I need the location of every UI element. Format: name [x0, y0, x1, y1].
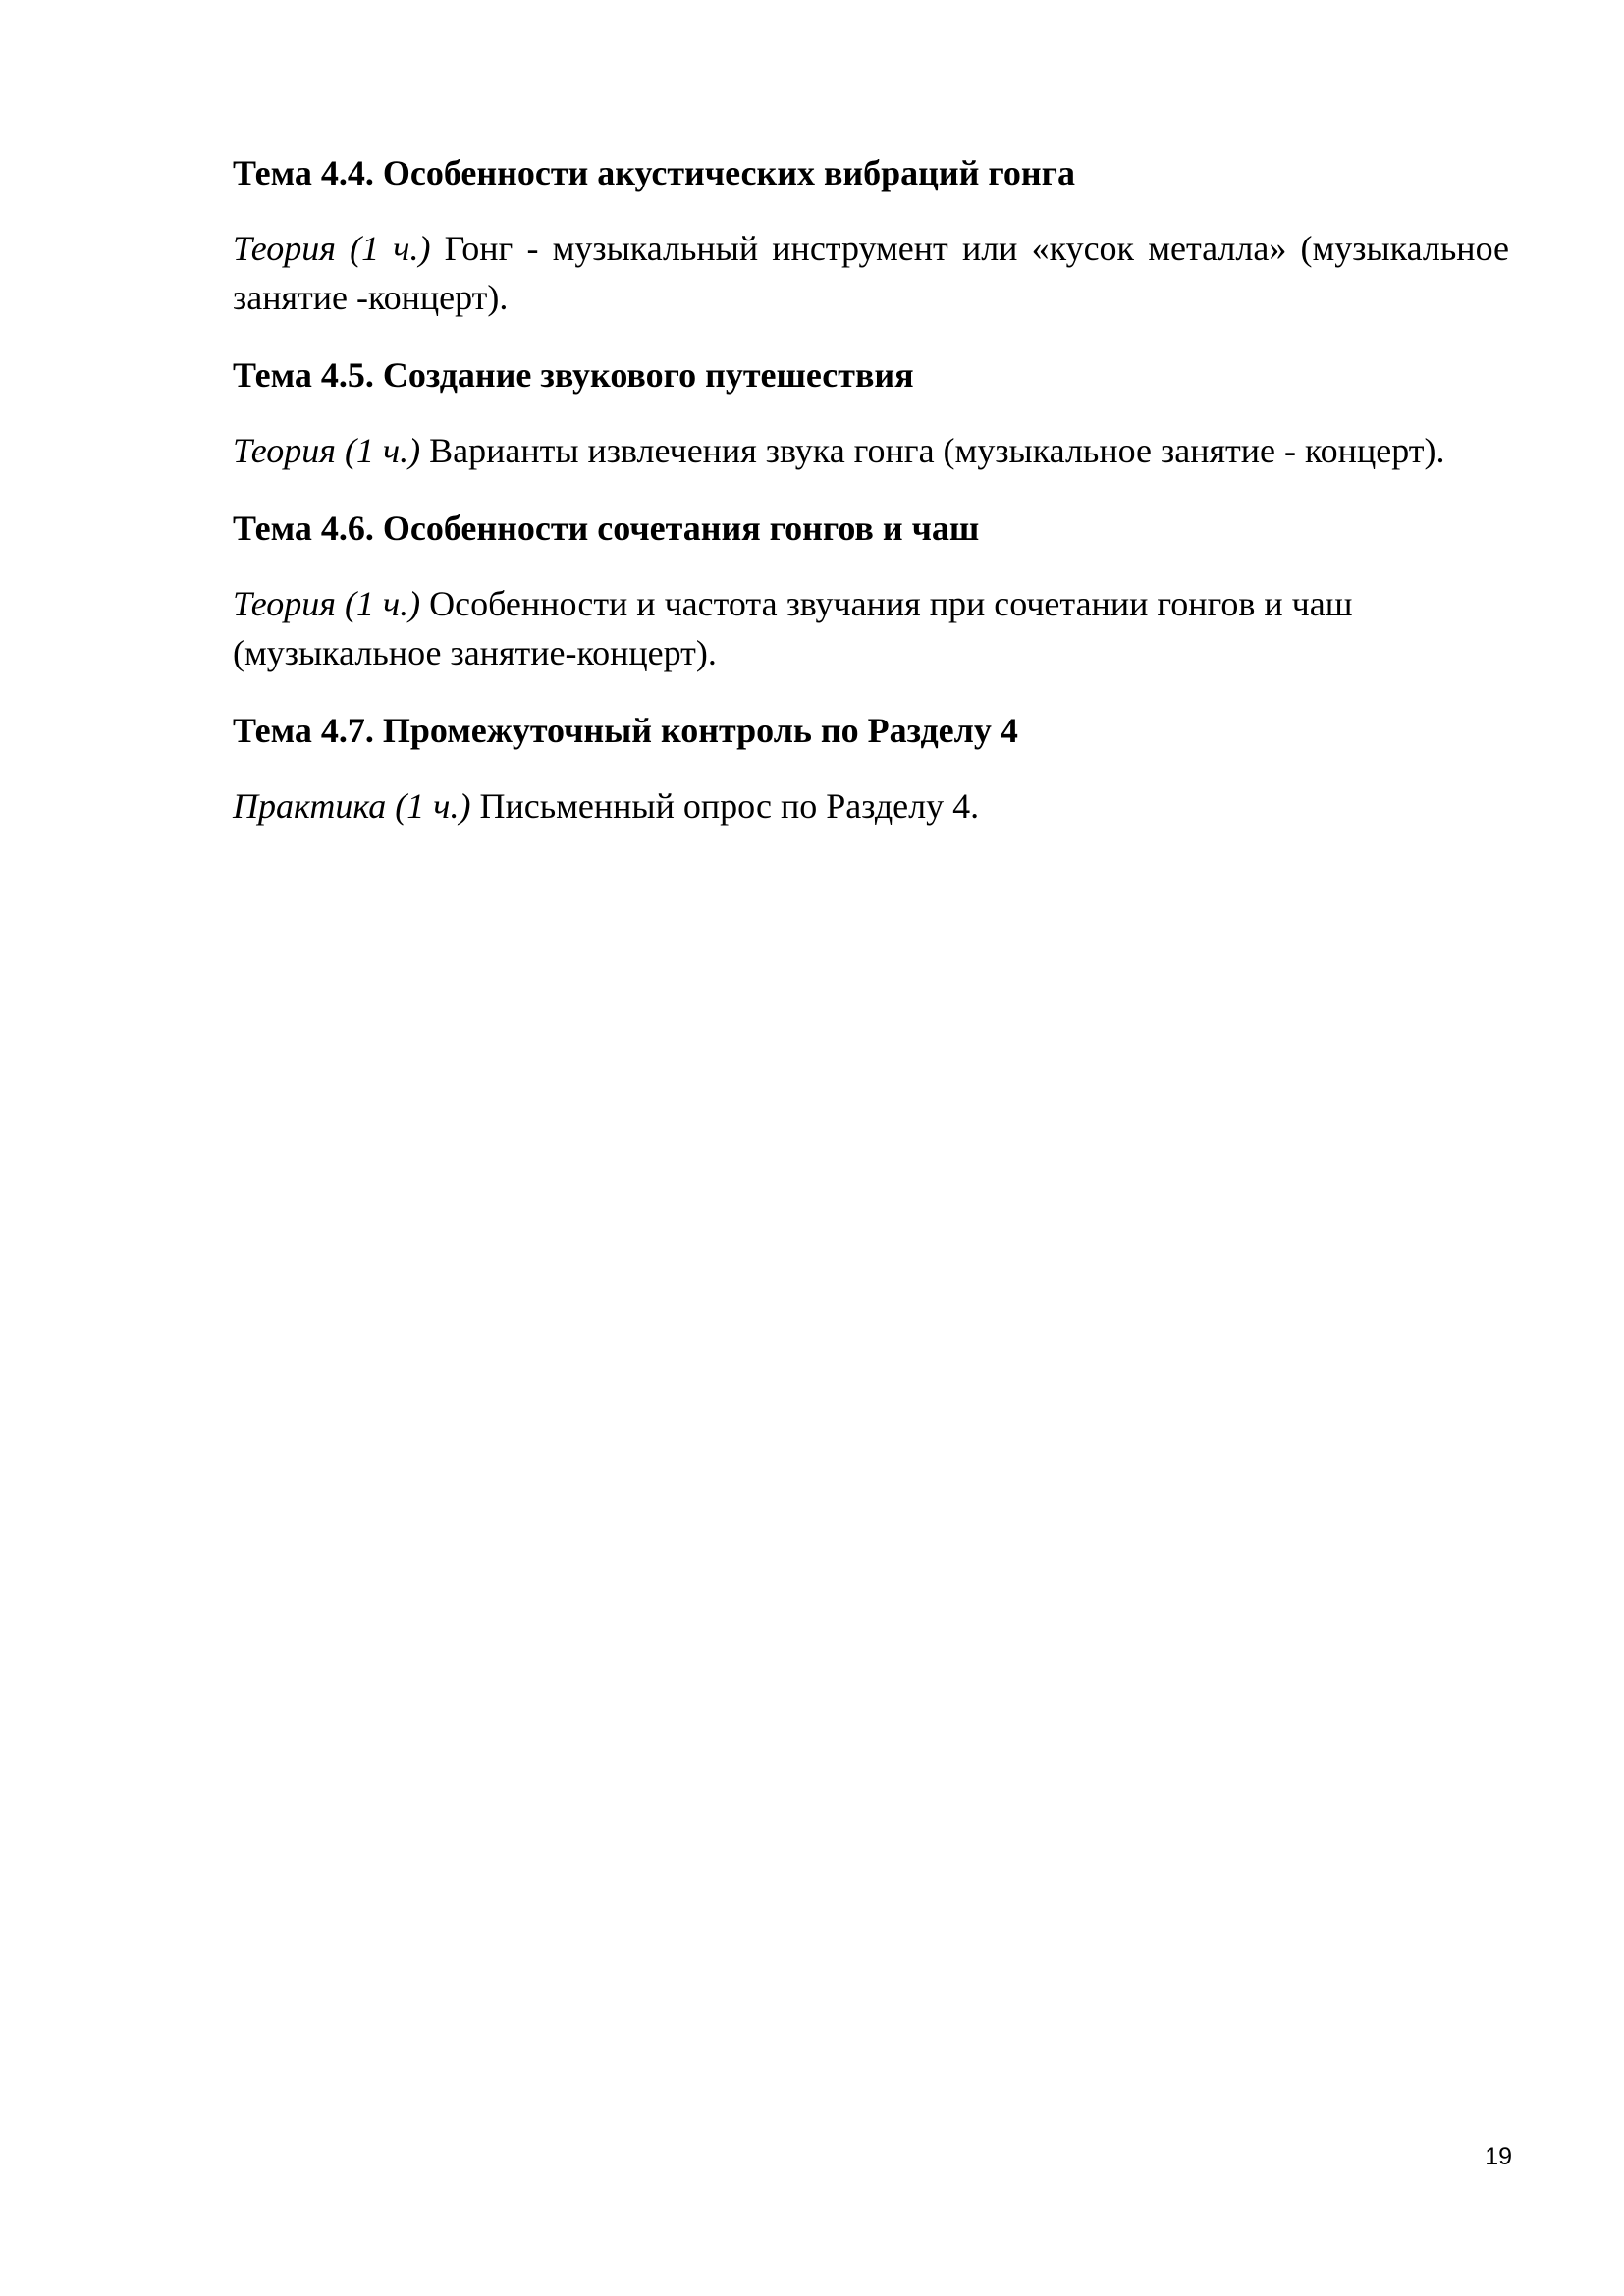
topic-lead: Теория (1 ч.): [233, 229, 431, 268]
topic-4-6: [233, 503, 1509, 677]
topic-text: Гонг - музыкальный инструмент или «кусок металла» (музыкальное занятие -концерт).: [233, 229, 1509, 317]
topic-text: Варианты извлечения звука гонга (музыкальное занятие - концерт).: [420, 431, 1445, 470]
topic-description: [233, 224, 1509, 322]
topic-description: [233, 579, 1509, 677]
topic-4-7: [233, 705, 1509, 830]
topic-text: Письменный опрос по Разделу 4.: [470, 786, 980, 826]
topic-title: Тема 4.4. Особенности акустических вибраций гонга: [233, 153, 1075, 192]
topic-text: Особенности и частота звучания при сочетании гонгов и чаш (музыкальное занятие-концерт).: [233, 584, 1353, 672]
topic-description: [233, 781, 1509, 830]
page-content: [233, 147, 1509, 858]
topic-lead: Теория (1 ч.): [233, 584, 421, 623]
topic-4-4: [233, 147, 1509, 322]
topic-lead: Практика (1 ч.): [233, 786, 471, 826]
topic-title: Тема 4.7. Промежуточный контроль по Разделу 4: [233, 711, 1018, 750]
topic-description: [233, 426, 1509, 475]
topic-4-5: [233, 349, 1509, 475]
page-number: 19: [1485, 2143, 1512, 2170]
topic-lead: Теория (1 ч.): [233, 431, 421, 470]
topic-title: Тема 4.5. Создание звукового путешествия: [233, 355, 914, 395]
topic-title: Тема 4.6. Особенности сочетания гонгов и чаш: [233, 508, 980, 548]
